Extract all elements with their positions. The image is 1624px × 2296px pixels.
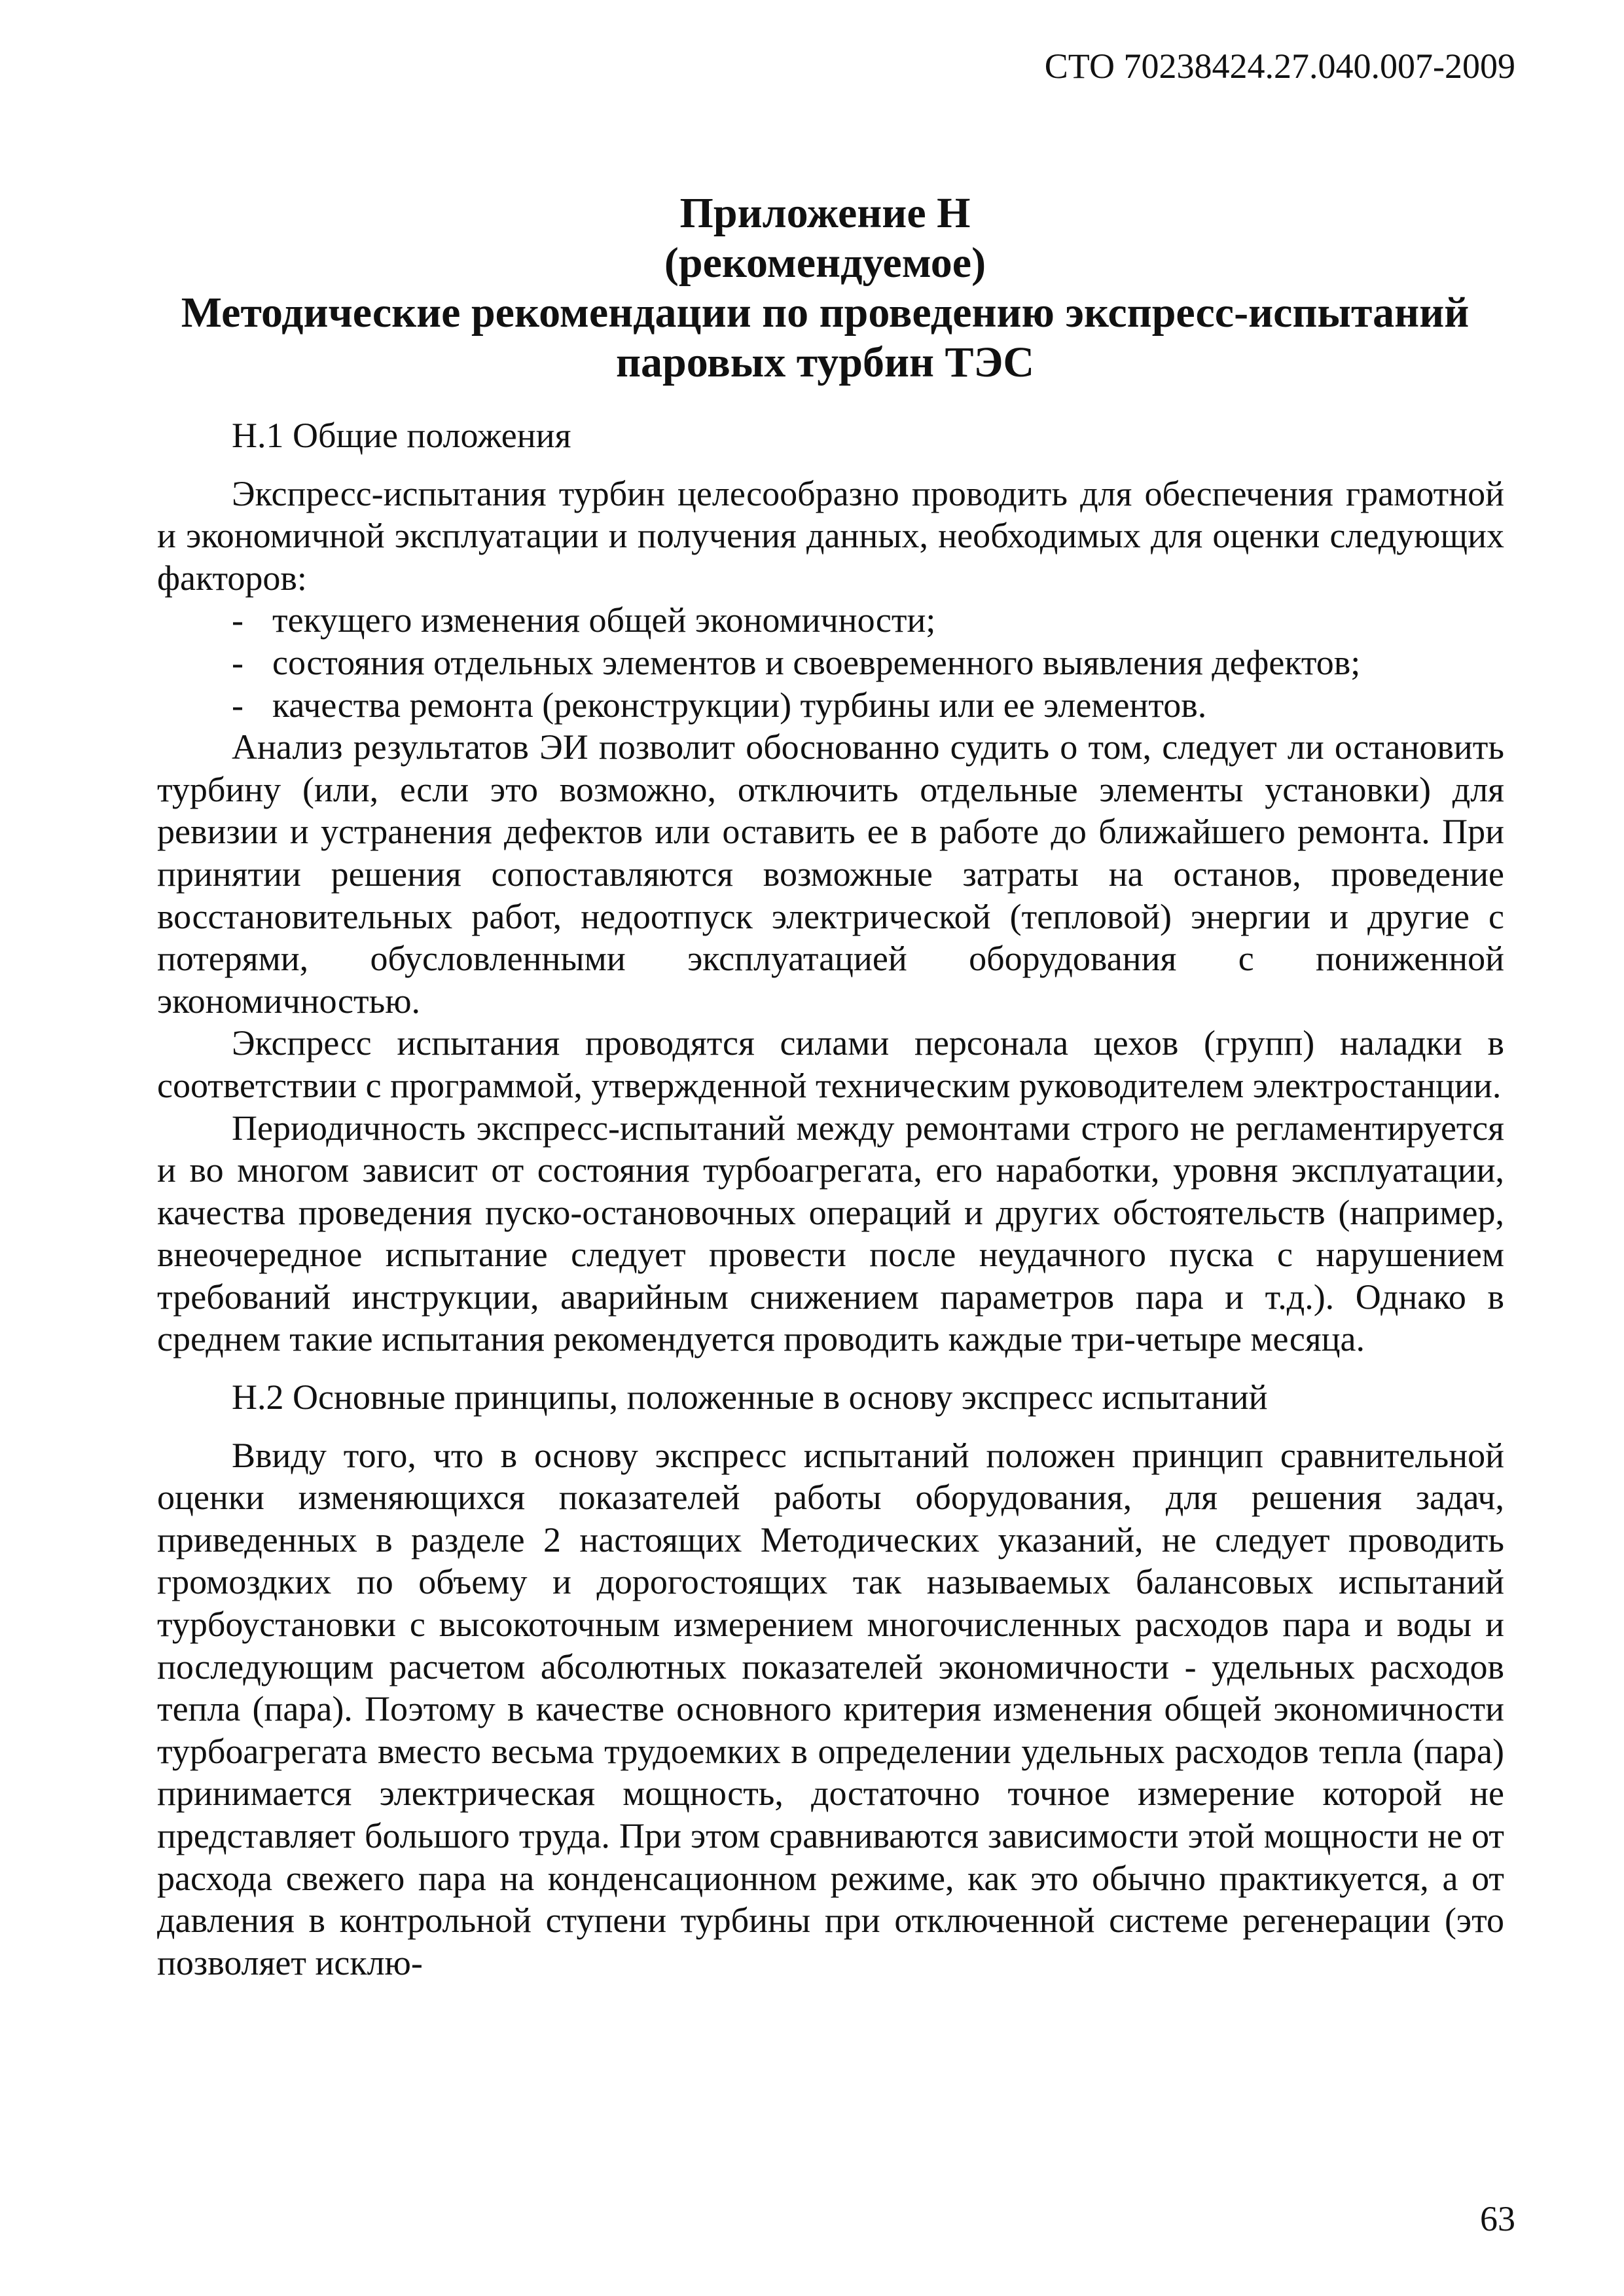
page-number: 63: [1480, 2199, 1515, 2238]
document-code-header: СТО 70238424.27.040.007-2009: [1044, 46, 1515, 86]
list-item: [232, 684, 1504, 727]
section-1-intro-paragraph: Экспресс-испытания турбин целесообразно проводить для обеспечения грамотной и экономичной эксплуатации и получения данных, необходимых для оценки следующих факторов:: [157, 473, 1504, 598]
appendix-title: [157, 189, 1493, 388]
list-dash-mark: -: [232, 642, 244, 682]
list-item-text: состояния отдельных элементов и своевременного выявления дефектов;: [272, 642, 1361, 682]
section-1-paragraph-3: Экспресс испытания проводятся силами персонала цехов (групп) наладки в соответствии с программой, утвержденной техническим руководителем электростанции.: [157, 1023, 1504, 1105]
list-item-text: текущего изменения общей экономичности;: [272, 600, 936, 640]
appendix-title-line-4: паровых турбин ТЭС: [615, 338, 1035, 386]
list-item-text: качества ремонта (реконструкции) турбины или ее элементов.: [272, 685, 1207, 725]
document-body: [157, 414, 1504, 1984]
list-dash-mark: -: [232, 685, 244, 725]
list-item: [232, 599, 1504, 642]
factors-list: [232, 599, 1504, 726]
section-1-heading: Н.1 Общие положения: [232, 416, 571, 455]
section-2-heading: Н.2 Основные принципы, положенные в основу экспресс испытаний: [232, 1377, 1268, 1417]
appendix-title-line-1: Приложение Н: [679, 189, 971, 237]
appendix-title-line-2: (рекомендуемое): [664, 239, 986, 287]
section-1-paragraph-4: Периодичность экспресс-испытаний между ремонтами строго не регламентируется и во многом зависит от состояния турбоагрегата, его наработки, уровня эксплуатации, качества проведения пуско-остановочных операций и других обстоятельств (например, внеочередное испытание следует провести после неудачного пуска с нарушением требований инструкции, аварийным снижением параметров пара и т.д.). Однако в среднем такие испытания рекомендуется проводить каждые три-четыре месяца.: [157, 1108, 1504, 1359]
list-dash-mark: -: [232, 600, 244, 640]
section-2-paragraph-1: Ввиду того, что в основу экспресс испытаний положен принцип сравнительной оценки изменяющихся показателей работы оборудования, для решения задач, приведенных в разделе 2 настоящих Методических указаний, не следует проводить громоздких по объему и дорогостоящих так называемых балансовых испытаний турбоустановки с высокоточным измерением многочисленных расходов пара и воды и последующим расчетом абсолютных показателей экономичности - удельных расходов тепла (пара). Поэтому в качестве основного критерия изменения общей экономичности турбоагрегата вместо весьма трудоемких в определении удельных расходов тепла (пара) принимается электрическая мощность, достаточно точное измерение которой не представляет большого труда. При этом сравниваются зависимости этой мощности не от расхода свежего пара на конденсационном режиме, как это обычно практикуется, а от давления в контрольной ступени турбины при отключенной системе регенерации (это позволяет исклю-: [157, 1435, 1504, 1982]
list-item: [232, 642, 1504, 684]
appendix-title-line-3: Методические рекомендации по проведению экспресс-испытаний: [181, 289, 1470, 337]
section-1-paragraph-2: Анализ результатов ЭИ позволит обоснованно судить о том, следует ли остановить турбину (или, если это возможно, отключить отдельные элементы установки) для ревизии и устранения дефектов или оставить ее в работе до ближайшего ремонта. При принятии решения сопоставляются возможные затраты на останов, проведение восстановительных работ, недоотпуск электрической (тепловой) энергии и другие с потерями, обусловленными эксплуатацией оборудования с пониженной экономичностью.: [157, 727, 1504, 1021]
